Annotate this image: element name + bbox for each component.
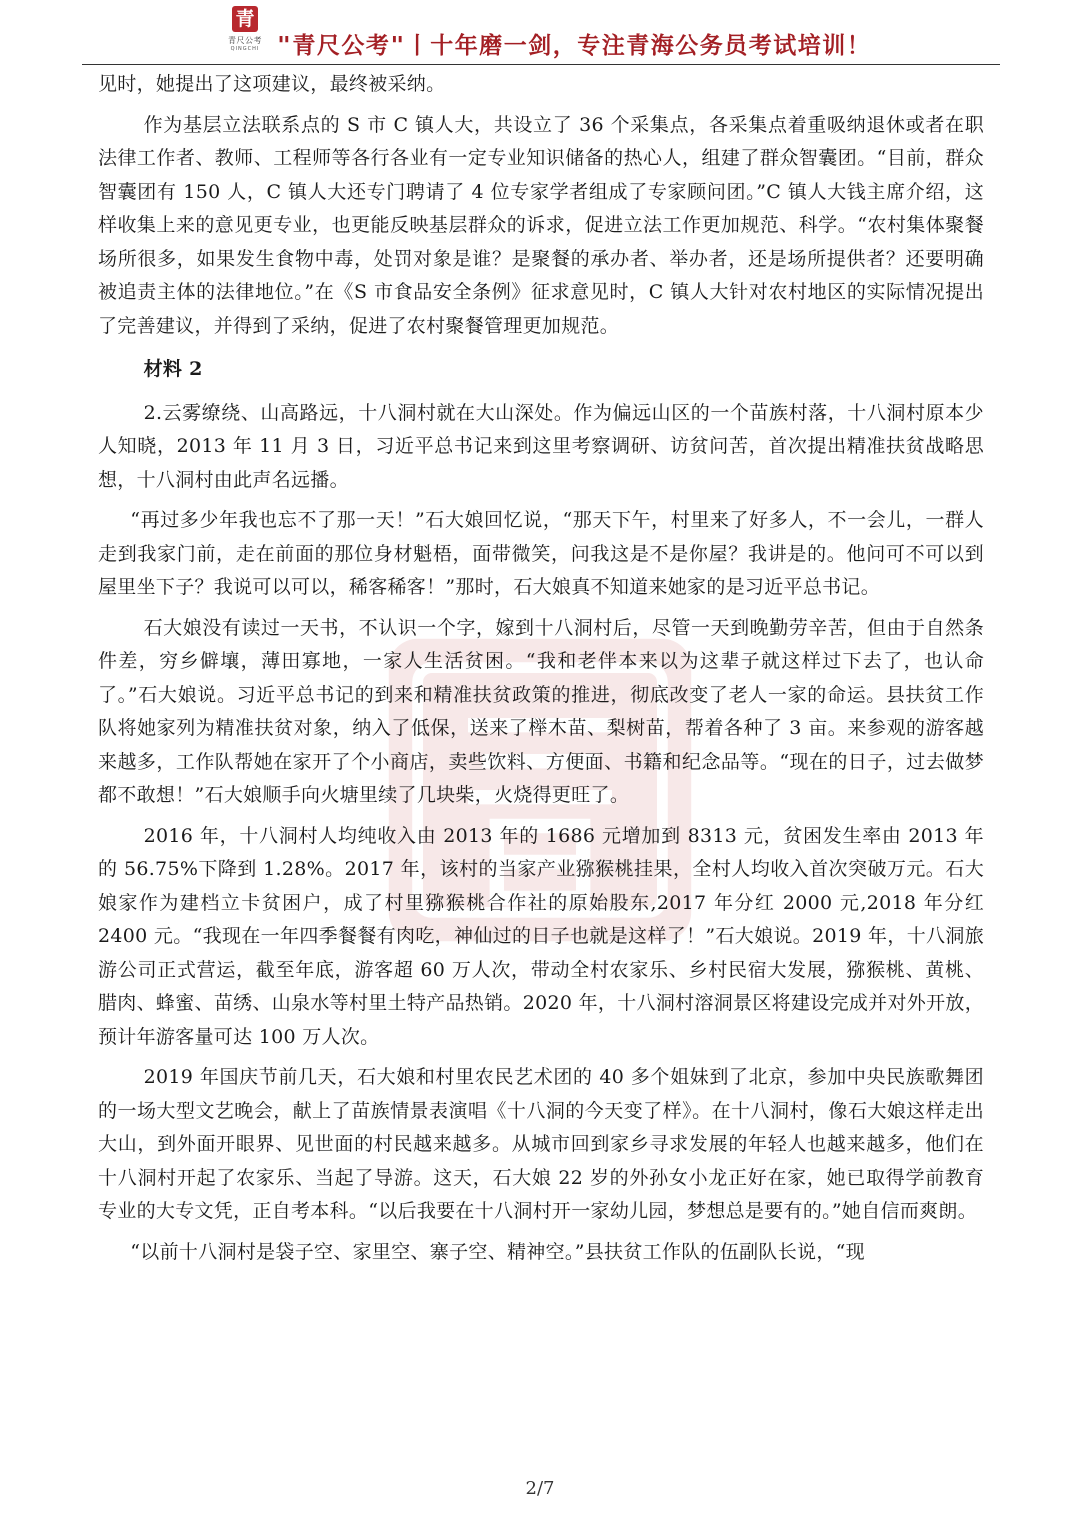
paragraph: 石大娘没有读过一天书，不认识一个字，嫁到十八洞村后，尽管一天到晚勤劳辛苦，但由于自然条件差，穷乡僻壤，薄田寡地，一家人生活贫困。“我和老伴本来以为这辈子就这样过下去了，也认命了。”石大娘说。习近平总书记的到来和精准扶贫政策的推进，彻底改变了老人一家的命运。县扶贫工作队将她家列为精准扶贫对象，纳入了低保，送来了榉木苗、梨树苗，帮着各种了 3 亩。来参观的游客越来越多，工作队帮她在家开了个小商店，卖些饮料、方便面、书籍和纪念品等。“现在的日子，过去做梦都不敢想！”石大娘顺手向火塘里续了几块柴，火烧得更旺了。 bbox=[98, 616, 984, 806]
header-slogan: "青尺公考"丨十年磨一剑，专注青海公务员考试培训！ bbox=[277, 33, 872, 59]
paragraph: 作为基层立法联系点的 S 市 C 镇人大，共设立了 36 个采集点，各采集点着重吸纳退休或者在职法律工作者、教师、工程师等各行各业有一定专业知识储备的热心人，组建了群众智囊团。“目前，群众智囊团有 150 人，C 镇人大还专门聘请了 4 位专家学者组成了专家顾问团。”C 镇人大钱主席介绍，这样收集上来的意见更专业，也更能反映基层群众的诉求，促进立法工作更加规范、科学。“农村集体聚餐场所很多，如果发生食物中毒，处罚对象是谁？是聚餐的承办者、举办者，还是场所提供者？还要明确被追责主体的法律地位。”在《S 市食品安全条例》征求意见时，C 镇人大针对农村地区的实际情况提出了完善建议，并得到了采纳，促进了农村聚餐管理更加规范。 bbox=[98, 113, 984, 337]
brand-logo bbox=[220, 6, 270, 58]
logo-seal-icon: 青 bbox=[232, 6, 258, 32]
paragraph: “再过多少年我也忘不了那一天！”石大娘回忆说，“那天下午，村里来了好多人，不一会儿，一群人走到我家门前，走在前面的那位身材魁梧，面带微笑，问我这是不是你屋？我讲是的。他问可不可以到屋里坐下子？我说可以可以，稀客稀客！”那时，石大娘真不知道来她家的是习近平总书记。 bbox=[98, 509, 984, 598]
page-number: 2/7 bbox=[525, 1478, 555, 1499]
document-body bbox=[98, 68, 984, 1276]
paragraph: “以前十八洞村是袋子空、家里空、寨子空、精神空。”县扶贫工作队的伍副队长说，“现 bbox=[130, 1240, 865, 1263]
paragraph-continuation: 见时，她提出了这项建议，最终被采纳。 bbox=[98, 73, 446, 95]
logo-name: 青尺公考 bbox=[228, 36, 262, 45]
logo-pinyin: QINGCHI bbox=[230, 46, 260, 52]
page-header bbox=[82, 0, 1000, 65]
section-heading: 材料 2 bbox=[143, 358, 203, 380]
paragraph: 2.云雾缭绕、山高路远，十八洞村就在大山深处。作为偏远山区的一个苗族村落，十八洞村原本少人知晓，2013 年 11 月 3 日，习近平总书记来到这里考察调研、访贫问苦，首次提出精准扶贫战略思想，十八洞村由此声名远播。 bbox=[98, 401, 984, 491]
paragraph: 2016 年，十八洞村人均纯收入由 2013 年的 1686 元增加到 8313 元，贫困发生率由 2013 年的 56.75%下降到 1.28%。2017 年，该村的当家产业猕猴桃挂果，全村人均收入首次突破万元。石大娘家作为建档立卡贫困户，成了村里猕猴桃合作社的原始股东,2017 年分红 2000 元,2018 年分红 2400 元。“我现在一年四季餐餐有肉吃，神仙过的日子也就是这样了！”石大娘说。2019 年，十八洞旅游公司正式营运，截至年底，游客超 60 万人次，带动全村农家乐、乡村民宿大发展，猕猴桃、黄桃、腊肉、蜂蜜、苗绣、山泉水等村里土特产品热销。2020 年，十八洞村溶洞景区将建设完成并对外开放，预计年游客量可达 100 万人次。 bbox=[98, 824, 984, 1048]
paragraph: 2019 年国庆节前几天，石大娘和村里农民艺术团的 40 多个姐妹到了北京，参加中央民族歌舞团的一场大型文艺晚会，献上了苗族情景表演唱《十八洞的今天变了样》。在十八洞村，像石大娘这样走出大山，到外面开眼界、见世面的村民越来越多。从城市回到家乡寻求发展的年轻人也越来越多，他们在十八洞村开起了农家乐、当起了导游。这天，石大娘 22 岁的外孙女小龙正好在家，她已取得学前教育专业的大专文凭，正自考本科。“以后我要在十八洞村开一家幼儿园，梦想总是要有的。”她自信而爽朗。 bbox=[98, 1066, 984, 1222]
